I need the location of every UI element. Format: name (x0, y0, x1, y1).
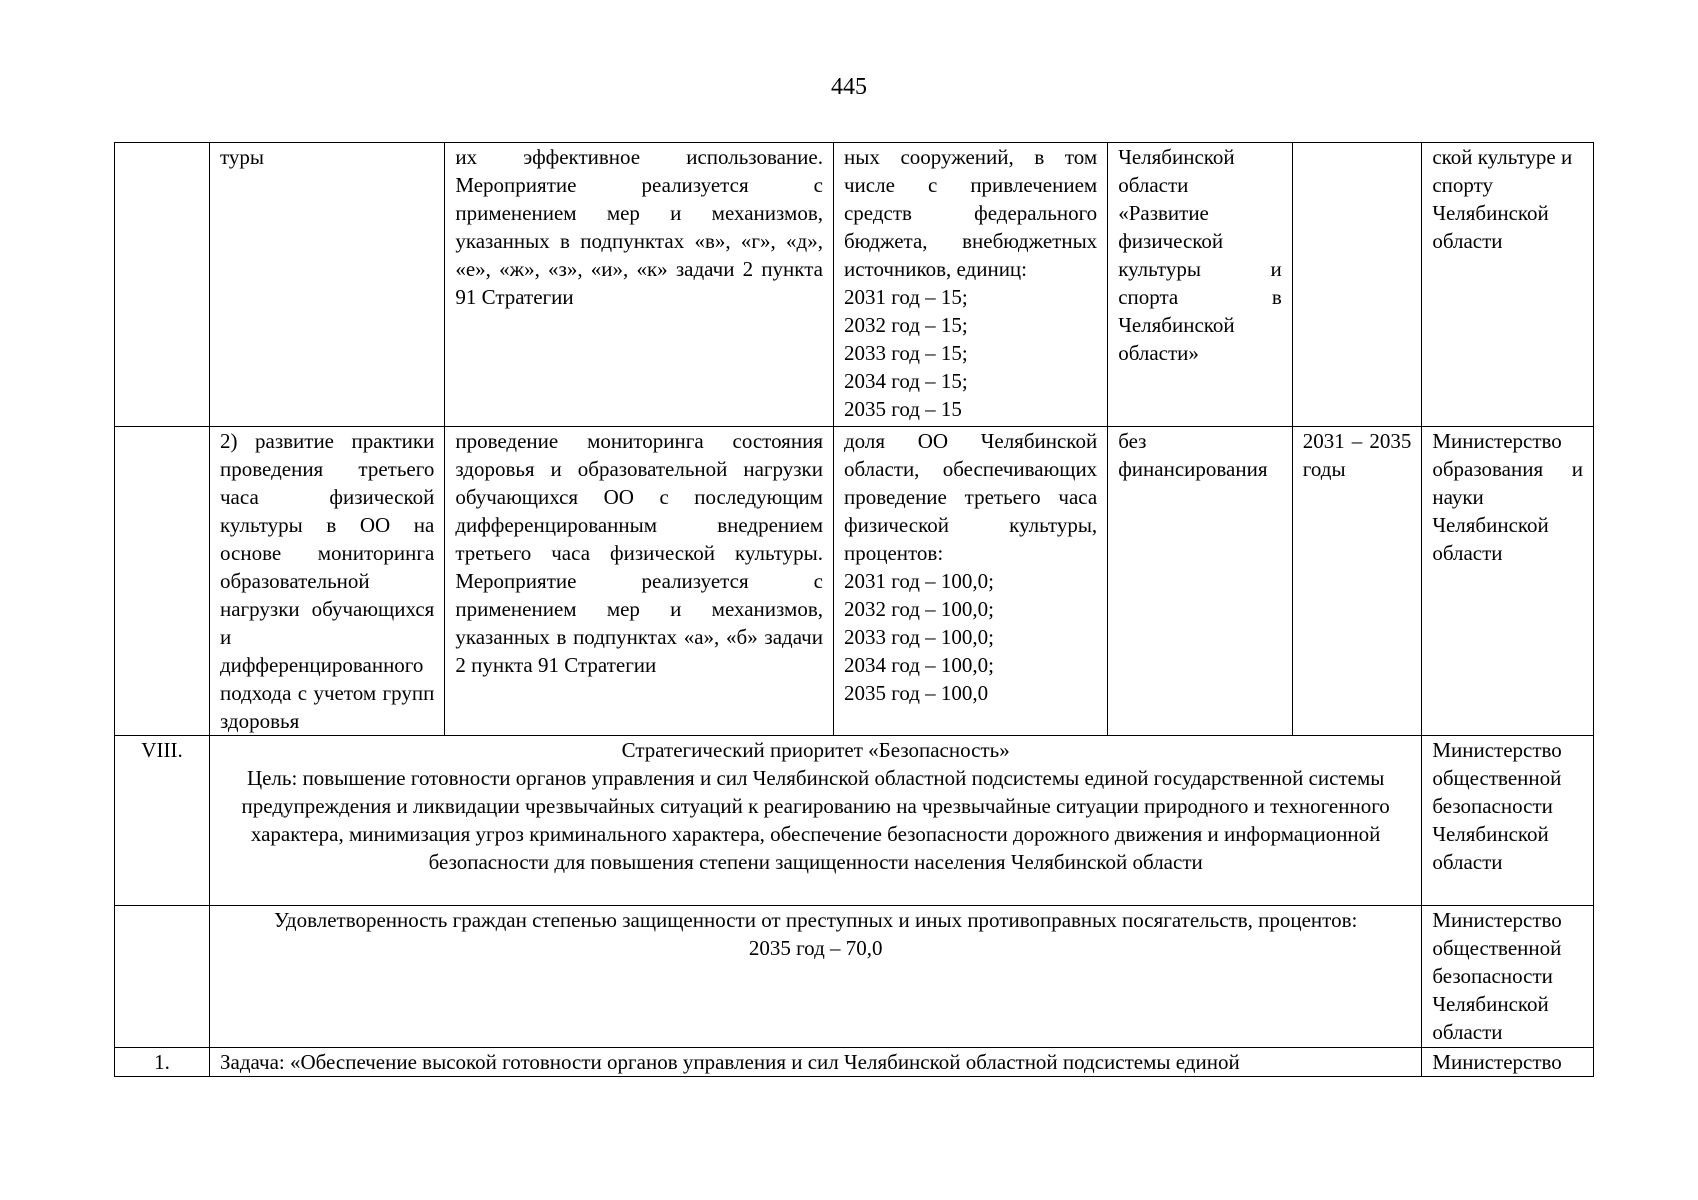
period-text: 2031 – 2035 годы (1302, 429, 1412, 481)
cell-indicator (833, 143, 1107, 427)
cell-responsible (1422, 1048, 1594, 1077)
priority-goal: Цель: повышение готовности органов управления и сил Челябинской областной подсистемы единой государственной системы предупреждения и ликвидации чрезвычайных ситуаций к реагированию на чрезвычайные ситуации природного и техногенного характера, минимизация угроз криминального характера, обеспечение безопасности дорожного движения и информационной безопасности для повышения степени защищенности населения Челябинской области (241, 766, 1390, 874)
indicator-target-value: 2035 год – 70,0 (748, 936, 883, 960)
cell-task (210, 1048, 1422, 1077)
indicator-value: 2035 год – 15 (843, 397, 962, 421)
indicator-title: Удовлетворенность граждан степенью защищенности от преступных и иных противоправных посягательств, процентов: (273, 908, 1358, 932)
task-number: 1. (154, 1050, 170, 1074)
funding-text: без финансирования (1118, 429, 1268, 481)
responsible-text: Министерство образования и науки Челябинской области (1432, 429, 1583, 565)
table-row-third-pe-hour (115, 427, 1594, 736)
page-number: 445 (831, 74, 867, 100)
indicator-value: 2032 год – 15; (843, 313, 968, 337)
cell-task-number (115, 1048, 210, 1077)
table-row-security-priority (115, 736, 1594, 906)
cell-responsible (1422, 143, 1594, 427)
indicator-value: 2033 год – 15; (843, 341, 968, 365)
mechanism-text: их эффективное использование. Мероприятие реализуется с применением мер и механизмов, указанных в подпунктах «в», «г», «д», «е», «ж», «з», «и», «к» задачи 2 пункта 91 Стратегии (455, 145, 823, 309)
cell-measure (210, 427, 445, 736)
indicator-intro: доля ОО Челябинской области, обеспечивающих проведение третьего часа физической культуры, процентов: (843, 429, 1098, 565)
indicator-value: 2031 год – 100,0; (843, 569, 994, 593)
cell-responsible (1422, 736, 1594, 906)
cell-measure (210, 143, 445, 427)
cell-period (1292, 427, 1422, 736)
cell-number (115, 427, 210, 736)
cell-funding (1108, 143, 1293, 427)
indicator-value: 2031 год – 15; (843, 285, 968, 309)
indicator-value: 2034 год – 100,0; (843, 653, 994, 677)
responsible-text: Министерство (1432, 1050, 1562, 1074)
measure-text: туры (220, 145, 265, 169)
responsible-text: Министерство общественной безопасности Челябинской области (1432, 908, 1562, 1044)
indicator-value: 2035 год – 100,0 (843, 681, 989, 705)
funding-text: Челябинской области «Развитие физической культуры и спорта в Челябинской области» (1118, 145, 1282, 365)
table-row-task-1 (115, 1048, 1594, 1077)
table-row-satisfaction-indicator (115, 906, 1594, 1048)
cell-number (115, 906, 210, 1048)
responsible-text: Министерство общественной безопасности Челябинской области (1432, 738, 1562, 874)
cell-funding (1108, 427, 1293, 736)
cell-mechanism (445, 143, 834, 427)
cell-section-number (115, 736, 210, 906)
mechanism-text: проведение мониторинга состояния здоровья и образовательной нагрузки обучающихся ОО с последующим дифференцированным внедрением третьего часа физической культуры. Мероприятие реализуется с применением мер и механизмов, указанных в подпунктах «а», «б» задачи 2 пункта 91 Стратегии (455, 429, 823, 677)
indicator-value: 2034 год – 15; (843, 369, 968, 393)
task-text: Задача: «Обеспечение высокой готовности органов управления и сил Челябинской областной подсистемы единой (220, 1050, 1240, 1074)
priority-title: Стратегический приоритет «Безопасность» (621, 738, 1010, 762)
indicator-intro: ных сооружений, в том числе с привлечением средств федерального бюджета, внебюджетных источников, единиц: (843, 145, 1098, 281)
section-number: VIII. (141, 738, 183, 762)
responsible-text: ской культуре и спорту Челябинской области (1432, 145, 1573, 253)
cell-priority-goal (210, 736, 1422, 906)
cell-target-indicator (210, 906, 1422, 1048)
cell-indicator (833, 427, 1107, 736)
cell-mechanism (445, 427, 834, 736)
measure-text: 2) развитие практики проведения третьего часа физической культуры в ОО на основе мониторинга образовательной нагрузки обучающихся и дифференцированного подхода с учетом групп здоровья (220, 429, 435, 733)
strategy-table (114, 142, 1594, 1077)
cell-responsible (1422, 427, 1594, 736)
indicator-value: 2032 год – 100,0; (843, 597, 994, 621)
table-row-sports-facilities (115, 143, 1594, 427)
cell-number (115, 143, 210, 427)
cell-period (1292, 143, 1422, 427)
indicator-value: 2033 год – 100,0; (843, 625, 994, 649)
cell-responsible (1422, 906, 1594, 1048)
